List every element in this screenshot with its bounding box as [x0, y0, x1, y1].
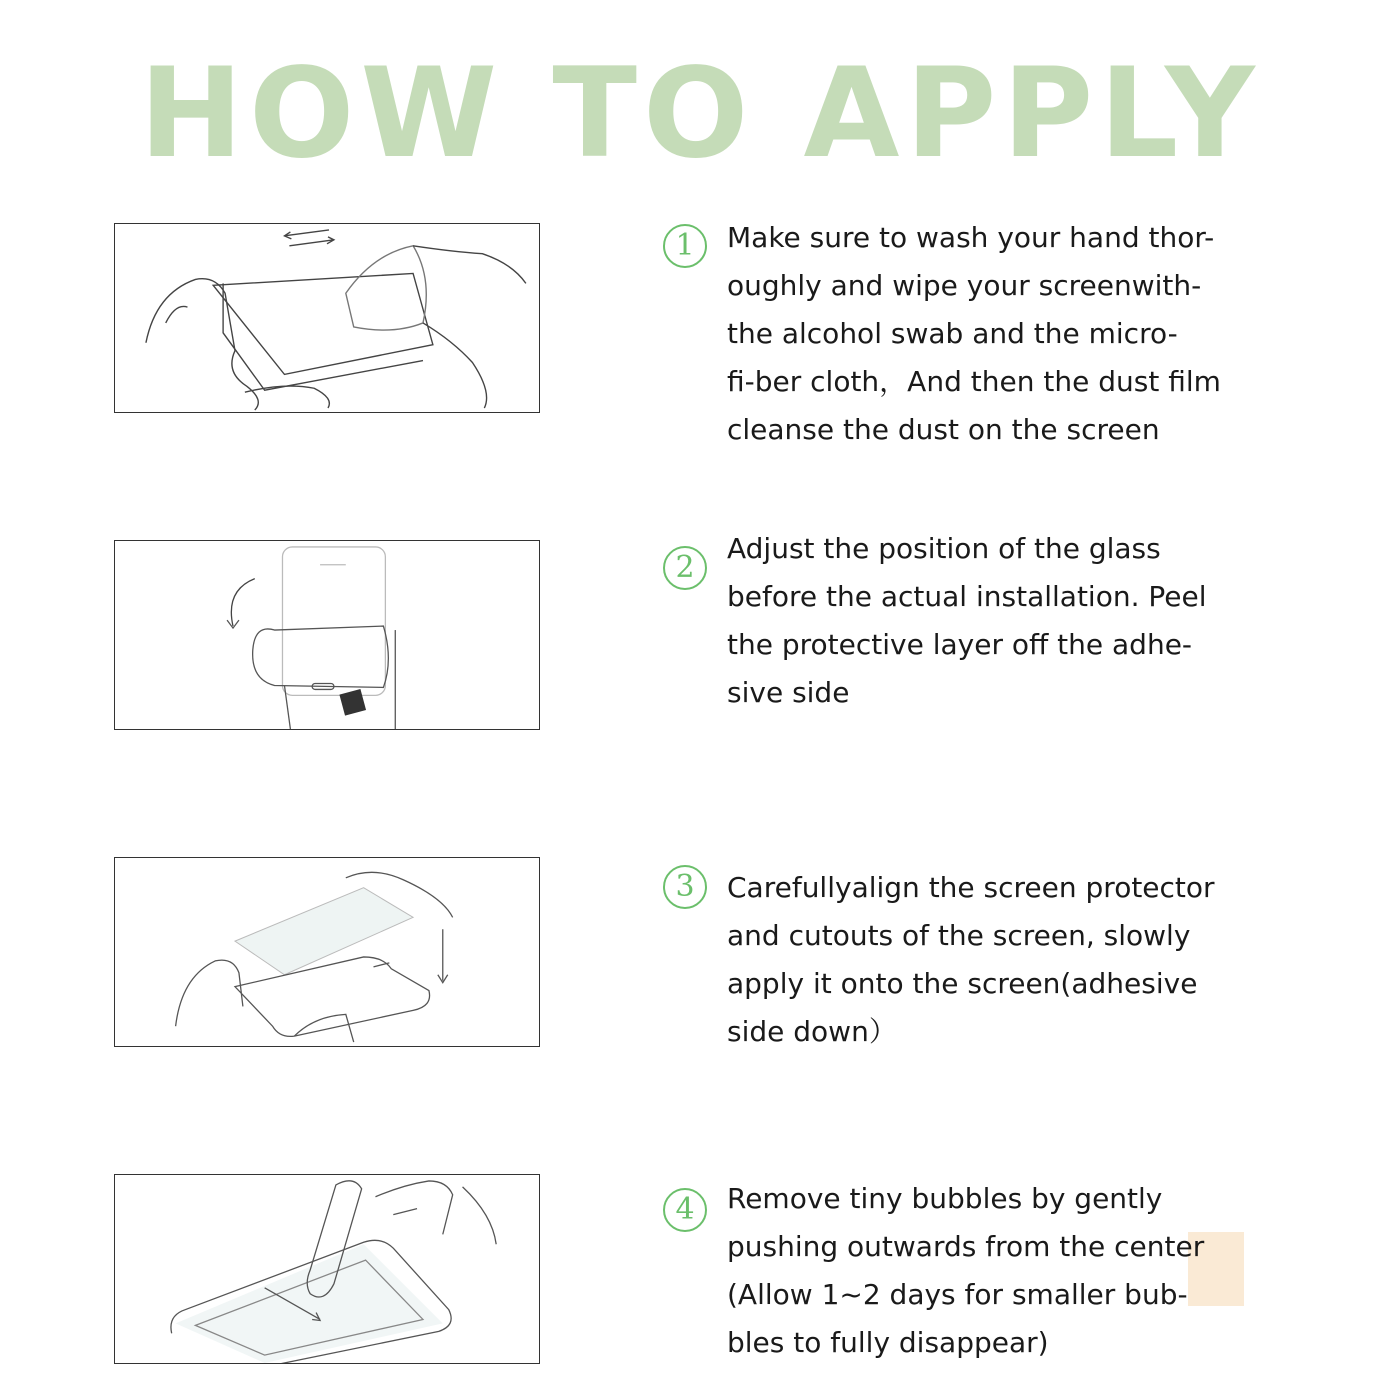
step-3-text — [727, 864, 1287, 1056]
step-1-illustration — [114, 223, 540, 413]
step-1-text — [727, 214, 1287, 454]
step-2-line: the protective layer off the adhe- — [727, 628, 1193, 661]
step-4-line: Remove tiny bubbles by gently — [727, 1182, 1163, 1215]
step-2-text — [727, 525, 1287, 717]
step-1-line: Make sure to wash your hand thor- — [727, 221, 1215, 254]
page-title: HOW TO APPLY — [139, 42, 1261, 186]
step-2-line: before the actual installation. Peel — [727, 580, 1207, 613]
step-1-line: cleanse the dust on the screen — [727, 413, 1160, 446]
step-3-line: side down） — [727, 1015, 897, 1048]
step-3-illustration — [114, 857, 540, 1047]
step-1-line: the alcohol swab and the micro- — [727, 317, 1178, 350]
step-1-line: oughly and wipe your screenwith- — [727, 269, 1202, 302]
step-4-line: pushing outwards from the center — [727, 1230, 1205, 1263]
step-2-illustration — [114, 540, 540, 730]
step-4-illustration — [114, 1174, 540, 1364]
step-3-line: Carefullyalign the screen protector — [727, 871, 1215, 904]
step-4-line: bles to fully disappear) — [727, 1326, 1049, 1359]
remove-bubbles-illustration — [115, 1175, 539, 1363]
step-3-number: 3 — [663, 865, 707, 909]
peel-layer-illustration — [115, 541, 539, 729]
step-2-line: sive side — [727, 676, 850, 709]
step-2-number: 2 — [663, 546, 707, 590]
align-protector-illustration — [115, 858, 539, 1046]
step-3-line: and cutouts of the screen, slowly — [727, 919, 1191, 952]
step-4-line: (Allow 1~2 days for smaller bub- — [727, 1278, 1188, 1311]
step-1-number: 1 — [663, 224, 707, 268]
step-4-text — [727, 1175, 1287, 1367]
step-3-line: apply it onto the screen(adhesive — [727, 967, 1198, 1000]
step-4-number: 4 — [663, 1188, 707, 1232]
wipe-screen-illustration — [115, 224, 539, 412]
step-1-line: fi-ber cloth，And then the dust film — [727, 365, 1221, 398]
step-2-line: Adjust the position of the glass — [727, 532, 1161, 565]
